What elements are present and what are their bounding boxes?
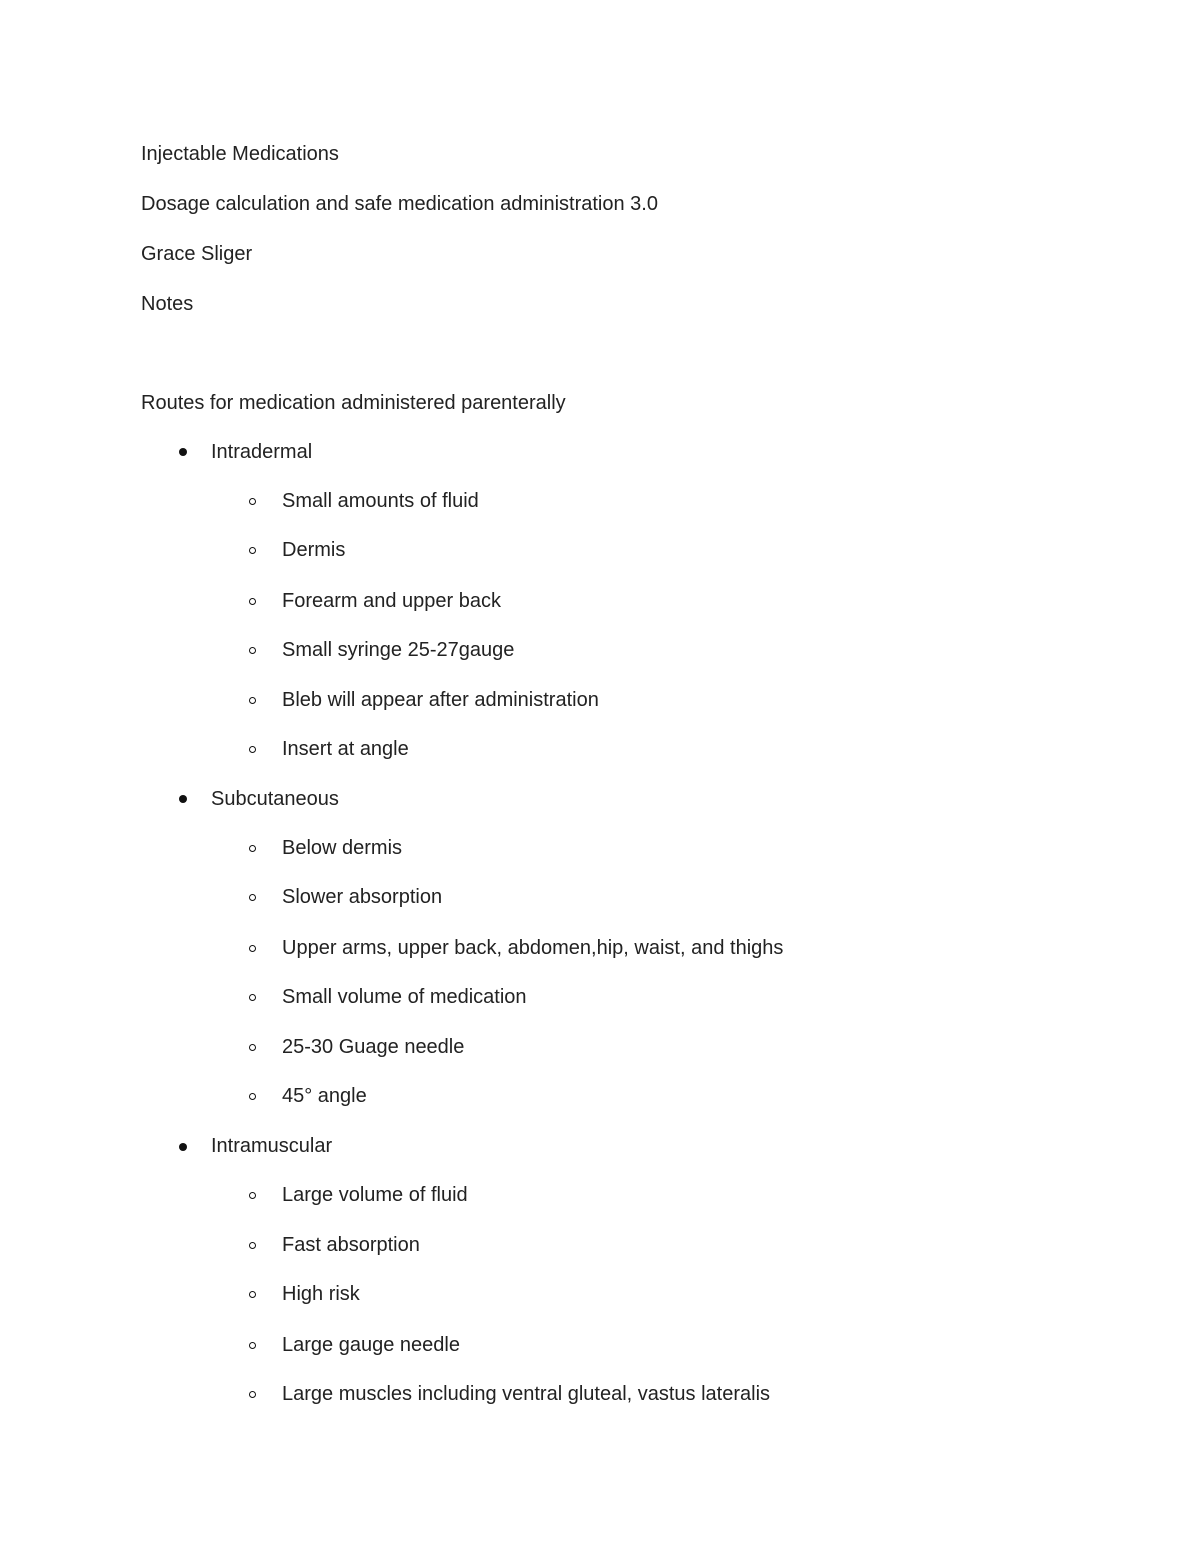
disc-bullet-icon [179, 795, 187, 803]
disc-bullet-icon [179, 448, 187, 456]
circle-bullet-icon [249, 697, 256, 704]
disc-bullet-icon [179, 1143, 187, 1151]
course-name: Dosage calculation and safe medication administration 3.0 [141, 193, 658, 215]
circle-bullet-icon [249, 1044, 256, 1051]
list-item: Below dermis [282, 837, 403, 859]
circle-bullet-icon [249, 945, 256, 952]
list-item: Fast absorption [282, 1234, 420, 1256]
route-name: Intramuscular [211, 1135, 333, 1157]
list-item: Dermis [282, 539, 346, 561]
list-item: Large muscles including ventral gluteal, vastus lateralis [282, 1383, 771, 1405]
circle-bullet-icon [249, 1242, 256, 1249]
notes-label: Notes [141, 293, 194, 315]
list-item: Bleb will appear after administration [282, 689, 599, 711]
list-item: High risk [282, 1283, 360, 1305]
circle-bullet-icon [249, 1093, 256, 1100]
list-item: Large volume of fluid [282, 1184, 468, 1206]
route-name: Intradermal [211, 441, 313, 463]
circle-bullet-icon [249, 598, 256, 605]
list-item: Insert at angle [282, 738, 409, 760]
circle-bullet-icon [249, 647, 256, 654]
list-item: Small amounts of fluid [282, 490, 479, 512]
author-name: Grace Sliger [141, 243, 253, 265]
circle-bullet-icon [249, 547, 256, 554]
list-item: 45° angle [282, 1085, 367, 1107]
section-heading: Routes for medication administered parenterally [141, 392, 566, 414]
list-item: Large gauge needle [282, 1334, 460, 1356]
list-item: Small syringe 25-27gauge [282, 639, 515, 661]
circle-bullet-icon [249, 1391, 256, 1398]
circle-bullet-icon [249, 746, 256, 753]
list-item: 25-30 Guage needle [282, 1036, 465, 1058]
circle-bullet-icon [249, 1291, 256, 1298]
list-item: Small volume of medication [282, 986, 527, 1008]
list-item: Slower absorption [282, 886, 443, 908]
list-item: Forearm and upper back [282, 590, 502, 612]
list-item: Upper arms, upper back, abdomen,hip, waist, and thighs [282, 937, 784, 959]
circle-bullet-icon [249, 1192, 256, 1199]
document-title: Injectable Medications [141, 143, 339, 165]
route-name: Subcutaneous [211, 788, 339, 810]
circle-bullet-icon [249, 894, 256, 901]
circle-bullet-icon [249, 845, 256, 852]
circle-bullet-icon [249, 498, 256, 505]
circle-bullet-icon [249, 994, 256, 1001]
circle-bullet-icon [249, 1342, 256, 1349]
